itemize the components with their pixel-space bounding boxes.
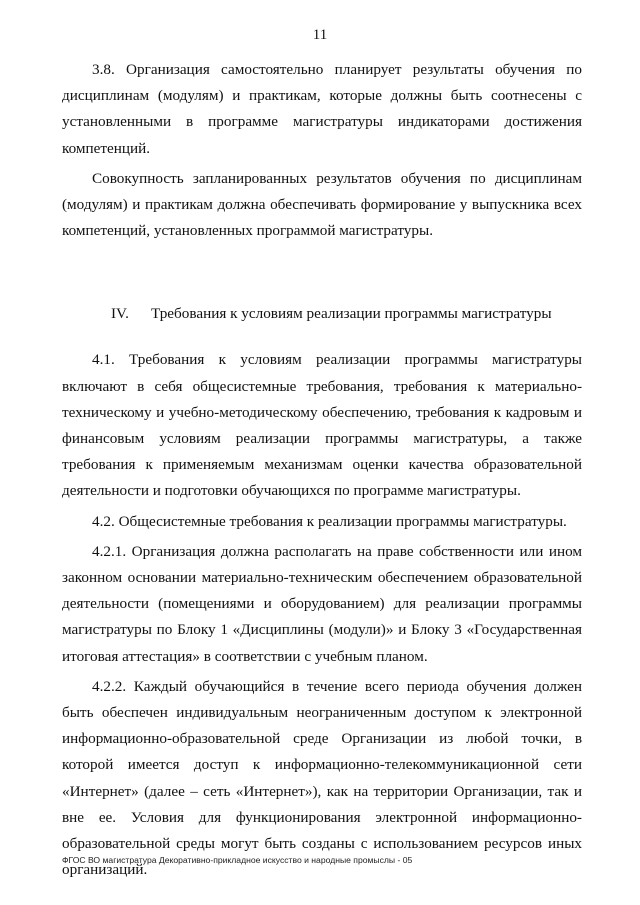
paragraph-4-1: 4.1. Требования к условиям реализации программы магистратуры включают в себя общесистемные требования, требования к материально-техническому и учебно-методическому обеспечению, требования к кадровым и финансовым условиям реализации программы магистратуры, а также требования к применяемым механизмам оценки качества образовательной деятельности и подготовки обучающихся по программе магистратуры. <box>62 351 582 500</box>
document-body <box>62 57 582 883</box>
paragraph-4-2-1: 4.2.1. Организация должна располагать на праве собственности или ином законном основании материально-техническим обеспечением образовательной деятельности (помещениями и оборудованием) для реализации программы магистратуры по Блоку 1 «Дисциплины (модули)» и Блоку 3 «Государственная итоговая аттестация» в соответствии с учебным планом. <box>62 542 582 665</box>
paragraph-4-2-2: 4.2.2. Каждый обучающийся в течение всего периода обучения должен быть обеспечен индивидуальным неограниченным доступом к электронной информационно-образовательной среде Организации из любой точки, в которой имеется доступ к информационно-телекоммуникационной сети «Интернет» (далее – сеть «Интернет»), как на территории Организации, так и вне ее. Условия для функционирования электронной информационно-образовательной среды могут быть созданы с использованием ресурсов иных организаций. <box>62 677 582 879</box>
section-title: Требования к условиям реализации программы магистратуры <box>151 305 552 323</box>
section-heading <box>62 301 582 327</box>
section-number: IV. <box>111 305 129 323</box>
paragraph-3-8-continued: Совокупность запланированных результатов обучения по дисциплинам (модулям) и практикам должна обеспечивать формирование у выпускника всех компетенций, установленных программой магистратуры. <box>62 169 582 240</box>
paragraph-3-8: 3.8. Организация самостоятельно планирует результаты обучения по дисциплинам (модулям) и практикам, которые должны быть соотнесены с установленными в программе магистратуры индикаторами достижения компетенций. <box>62 61 582 157</box>
paragraph-4-2: 4.2. Общесистемные требования к реализации программы магистратуры. <box>92 512 567 530</box>
page-footer: ФГОС ВО магистратура Декоративно-прикладное искусство и народные промыслы - 05 <box>62 855 413 865</box>
page-number: 11 <box>312 27 328 43</box>
